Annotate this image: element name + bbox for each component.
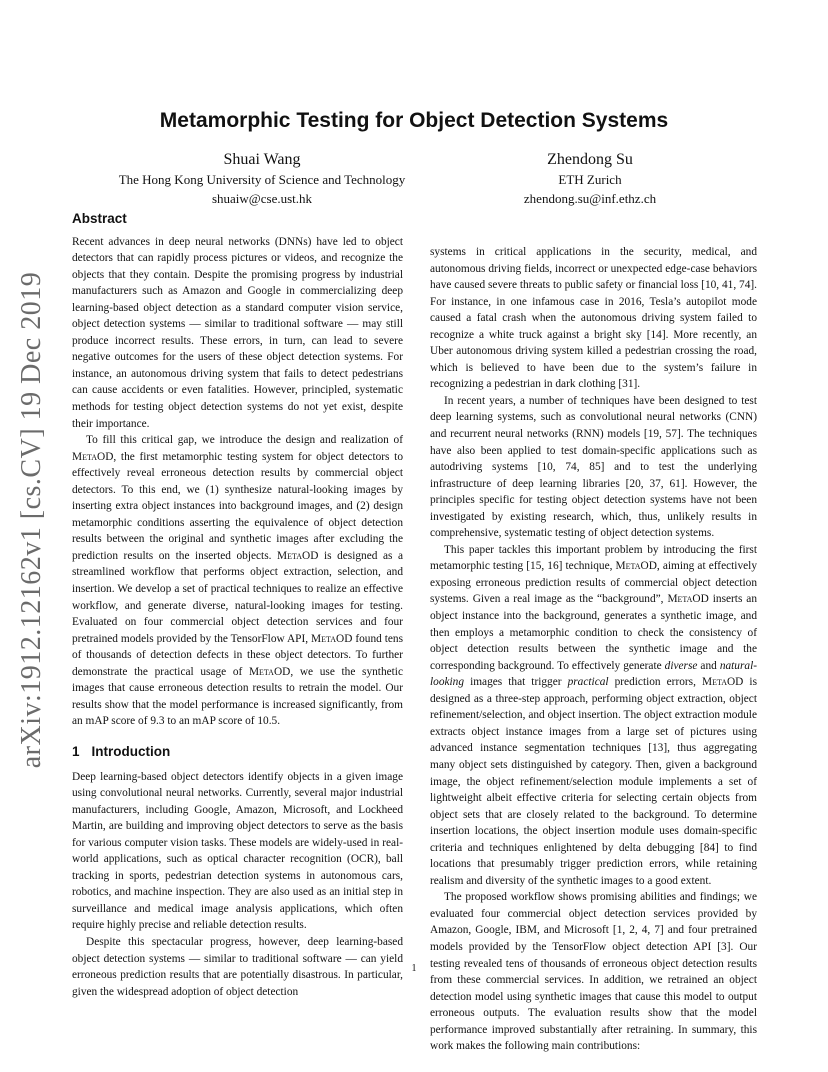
section-title: Introduction — [91, 743, 171, 759]
system-name: MetaOD — [72, 450, 114, 463]
system-name: MetaOD — [277, 549, 319, 562]
body-paragraph-2: In recent years, a number of techniques have been designed to test deep learning systems, such as convolutional neural networks (CNN) and recurrent neural networks (RNN) models [19, 57]. The techniques have also been applied to test domain-specific applications such as autodriving systems [10, 74, 85] and to test the underlying infrastructure of deep learning libraries [20, 37, 61]. However, the principles specific for testing object detection systems have not been investigated by existing research, which, thus, unlikely results in comprehensive, systematic testing of object detection systems. — [430, 394, 757, 540]
system-name: MetaOD — [701, 676, 744, 689]
system-name: MetaOD — [248, 665, 291, 678]
paper-title: Metamorphic Testing for Object Detection Systems — [159, 109, 669, 132]
introduction-heading — [72, 744, 403, 761]
abstract-paragraph-1: Recent advances in deep neural networks (DNNs) have led to object detectors that can rapidly process pictures or videos, and recognize the objects that they contain. Despite the promising progress by industrial manufacturers such as Amazon and Google in commercializing deep learning-based object detection as a standard computer vision service, object detection systems — similar to traditional software — may still produce incorrect results. These errors, in turn, can lead to severe negative outcomes for the users of these object detection systems. For instance, an autonomous driving system that fails to detect pedestrians can cause accidents or even fatalities. However, principled, systematic methods for testing object detection systems do not yet exist, despite their importance. — [72, 235, 403, 430]
system-name: MetaOD — [667, 593, 709, 606]
intro-paragraph-2: Despite this spectacular progress, however, deep learning-based object detection systems — similar to traditional software — can yield erroneous prediction results that are potentially disastrous. In particular, given the widespread adoption of object detection — [72, 935, 403, 998]
author-name: Shuai Wang — [223, 151, 301, 168]
abstract-paragraph-2: To fill this critical gap, we introduce the design and realization of MetaOD, the first metamorphic testing system for object detectors to effectively reveal erroneous detection results by commercial object detectors. To this end, we (1) synthesize natural-looking images by inserting extra object instances into background images, and (2) design metamorphic conditions asserting the equivalence of object detection results between the original and synthetic images after excluding the prediction results on the inserted objects. MetaOD is designed as a streamlined workflow that performs object extraction, selection, and insertion. We develop a set of practical techniques to realize an effective workflow, and generate diverse, natural-looking images for testing. Evaluated on four commercial object detection services and four pretrained models provided by the TensorFlow API, MetaOD found tens of thousands of detection defects in these object detectors. To further demonstrate the practical usage of MetaOD, we use the synthetic images that cause erroneous detection results to retrain the model. Our results show that the model performance is increased significantly, from an mAP score of 9.3 to an mAP score of 10.5. — [72, 434, 403, 728]
body-paragraph-4: The proposed workflow shows promising abilities and findings; we evaluated four commercial object detection services provided by Amazon, Google, IBM, and Microsoft [1, 2, 4, 7] and four pretrained models provided by the TensorFlow object detection API [3]. Our testing revealed tens of thousands of erroneous object detection results from these commercial services. In addition, we retrained an object detection model using synthetic images that cause this model to output erroneous outputs. The evaluation results show that the model performance improved substantially after retraining. In summary, this work makes the following main contributions: — [430, 891, 757, 1053]
author-affiliation: The Hong Kong University of Science and Technology — [118, 172, 406, 187]
author-email: zhendong.su@inf.ethz.ch — [523, 191, 657, 206]
author-affiliation: ETH Zurich — [558, 172, 622, 187]
arxiv-identifier: arXiv:1912.12162v1 [cs.CV] 19 Dec 2019 — [16, 271, 48, 769]
right-column — [430, 244, 757, 1055]
intro-paragraph-1: Deep learning-based object detectors identify objects in a given image using convolutional neural networks. Currently, several major industrial manufacturers, including Google, Amazon, Microsoft, and Lockheed Martin, are building and improving object detectors to serve as the basis for various computer vision tasks. These models are widely-used in real-world applications, such as optical character recognition (OCR), ball tracking in sports, pedestrian detection systems in autonomous cars, robotics, and machine inspection. They are also used as an initial step in surveillance and medical image analysis applications, which often require highly precise and reliable detection results. — [72, 770, 403, 932]
author-block-2 — [430, 150, 750, 208]
page-number: 1 — [411, 963, 417, 974]
arxiv-sidebar — [10, 271, 54, 769]
abstract-heading: Abstract — [72, 211, 127, 226]
author-block-1 — [72, 150, 452, 208]
section-number: 1 — [72, 743, 80, 759]
author-name: Zhendong Su — [547, 151, 633, 168]
body-paragraph-3: This paper tackles this important problem by introducing the first metamorphic testing [15, 16] technique, MetaOD, aiming at effectively exposing erroneous prediction results of commercial object detection systems. Given a real image as the “background”, MetaOD inserts an object instance into the background, generates a synthetic image, and then employs a metamorphic condition to check the consistency of object detection results between the synthetic image and the corresponding background. To effectively generate diverse and natural-looking images that trigger practical prediction errors, MetaOD is designed as a three-step approach, performing object extraction, object refinement/selection, and object insertion. The object extraction module extracts object instance images from a large set of pictures using advanced instance segmentation techniques [13], thus aggregating many object sets distinguished by category. Then, given a background image, the object refinement/selection module implements a set of lightweight albeit effective criteria for selecting certain objects from object sets that are closely related to the background. To determine insertion locations, the object insertion module uses domain-specific criteria and techniques enlightened by delta debugging [84] to find locations that presumably trigger prediction errors, while retaining realism and diversity of the synthetic images to a good extent. — [430, 543, 758, 887]
body-paragraph-1: systems in critical applications in the security, medical, and autonomous driving fields, incorrect or unexpected edge-case behaviors have caused severe threats to public safety or financial loss [10, 41, 74]. For instance, in one infamous case in 2016, Tesla’s autopilot mode caused a fatal crash when the autonomous driving system failed to recognize a white truck against a bright sky [14]. More recently, an Uber autonomous driving system killed a pedestrian crossing the road, which is believed to have been due to the system’s failure in recognizing a pedestrian in dark clothing [31]. — [430, 246, 757, 391]
system-name: MetaOD — [615, 560, 657, 573]
author-email: shuaiw@cse.ust.hk — [211, 191, 313, 206]
left-column — [72, 211, 403, 1000]
system-name: MetaOD — [311, 632, 353, 645]
